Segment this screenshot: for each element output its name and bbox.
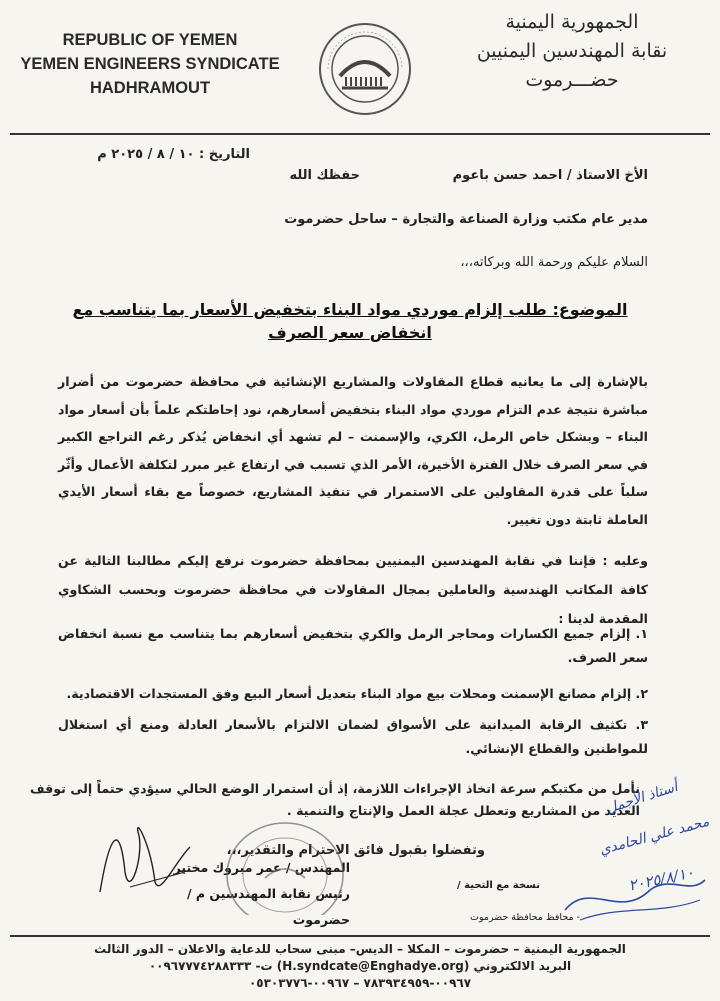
subject-line-2: انخفاض سعر الصرف: [268, 323, 432, 342]
footer-divider: [10, 935, 710, 937]
cc-item: - محافظ محافظة حضرموت: [470, 912, 580, 923]
date-value: ١٠ / ٨ / ٢٠٢٥ م: [97, 147, 195, 162]
footer-address: الجمهورية اليمنية – حضرموت – المكلا – الديس– مبنى سحاب للدعاية والاعلان – الدور الثالث: [94, 942, 626, 956]
header-org-en: YEMEN ENGINEERS SYNDICATE: [20, 55, 280, 73]
header-org-ar: نقابة المهندسين اليمنيين: [476, 40, 668, 62]
subject-line-1: الموضوع: طلب إلزام موردي مواد البناء بتخفيض الأسعار بما يتناسب مع: [72, 300, 628, 319]
recipient-line: الأخ الاستاذ / احمد حسن باعوم: [452, 168, 648, 183]
date-label: التاريخ :: [199, 147, 250, 162]
recipient-title: مدير عام مكتب وزارة الصناعة والتجارة – ساحل حضرموت: [284, 212, 648, 227]
english-header: [0, 28, 300, 100]
handwritten-scribble: [560, 850, 710, 930]
cc-label: نسخة مع التحية /: [457, 880, 540, 891]
handwritten-note-line-1: أستاذ الأجمل: [604, 778, 680, 818]
syndicate-logo: [318, 22, 412, 116]
demand-3: ٣. تكثيف الرقابة الميدانية على الأسواق لضمان الالتزام بالأسعار العادلة ومنع أي استغلال للمواطنين والقطاع الإنشائي.: [58, 717, 648, 756]
header-city-en: HADHRAMOUT: [89, 79, 211, 97]
header-city-ar: حضـــرموت: [525, 69, 619, 91]
signature-mark: [90, 812, 200, 907]
footer-contact: البريد الالكتروني (H.syndcate@Enghadye.org) ت- ٠٠٩٦٧٧٧٤٢٨٨٣٣٣: [148, 959, 572, 973]
demand-1: ١. إلزام جميع الكسارات ومحاجر الرمل والكري بتخفيض أسعارهم بما يتناسب مع نسبة انخفاض سعر الصرف.: [58, 626, 648, 665]
greeting: السلام عليكم ورحمة الله وبركاته،،،: [460, 255, 648, 270]
date-block: [40, 147, 250, 162]
subject: [50, 298, 650, 344]
signatory-title: رئيس نقابة المهندسين م / حضرموت: [186, 886, 350, 927]
request-paragraph: وعليه : فإننا في نقابة المهندسين اليمنيين بمحافظة حضرموت نرفع إليكم مطالبنا التالية عن كافة المكاتب الهندسية والعاملين بمجال المقاولات في محافظة حضرموت وبحسب الشكاوي المقدمة لدينا :: [58, 553, 648, 626]
handwritten-note-line-2: محمد علي الحامدي: [597, 813, 711, 859]
demand-2: ٢. إلزام مصانع الإسمنت ومحلات بيع مواد البناء بتعديل أسعار البيع وفق المستجدات الاقتصادية.: [66, 686, 648, 701]
arabic-header: [452, 8, 692, 95]
header-divider: [10, 133, 710, 135]
closing-paragraph: نأمل من مكتبكم سرعة اتخاذ الإجراءات اللازمة، إذ أن استمرار الوضع الحالي سيؤدي حتماً إلى توقف العديد من المشاريع وتعطل عجلة العمل والإنتاج والتنمية .: [30, 781, 640, 818]
footer-phones: ٠٠٩٦٧-٧٨٣٩٣٤٩٥٩ – ٠٠٩٦٧-٠٥٣٠٣٧٧٦: [248, 976, 472, 990]
handwritten-note-line-3: ٢٠٢٥/٨/١٠: [626, 863, 696, 895]
recipient-honorific: حفظك الله: [289, 168, 360, 183]
regards: وتفضلوا بقبول فائق الاحترام والتقدير،،،: [226, 843, 485, 858]
header-country-ar: الجمهورية اليمنية: [505, 11, 639, 33]
signatory-name: المهندس / عمر مبروك مختير: [173, 860, 350, 875]
header-country-en: REPUBLIC OF YEMEN: [62, 31, 238, 49]
intro-paragraph: بالإشارة إلى ما يعانيه قطاع المقاولات والمشاريع الإنشائية في محافظة حضرموت من أضرار مباشرة نتيجة عدم التزام موردي مواد البناء بتخفيض أسعارهم، نود إحاطتكم علماً بأن أسعار مواد البناء – وبشكل خاص الرمل، الكري، والإسمنت – لم تشهد أي انخفاض يُذكر رغم التراجع الكبير في سعر الصرف خلال الفترة الأخيرة، الأمر الذي تسبب في ارتفاع غير مبرر لتكلفة الأعمال وأثّر سلباً على قدرة المقاولين على الاستمرار في تنفيذ المشاريع، خصوصاً مع بقاء أسعار الأيدي العاملة ثابتة دون تغيير.: [58, 374, 648, 527]
official-stamp: [210, 820, 360, 915]
